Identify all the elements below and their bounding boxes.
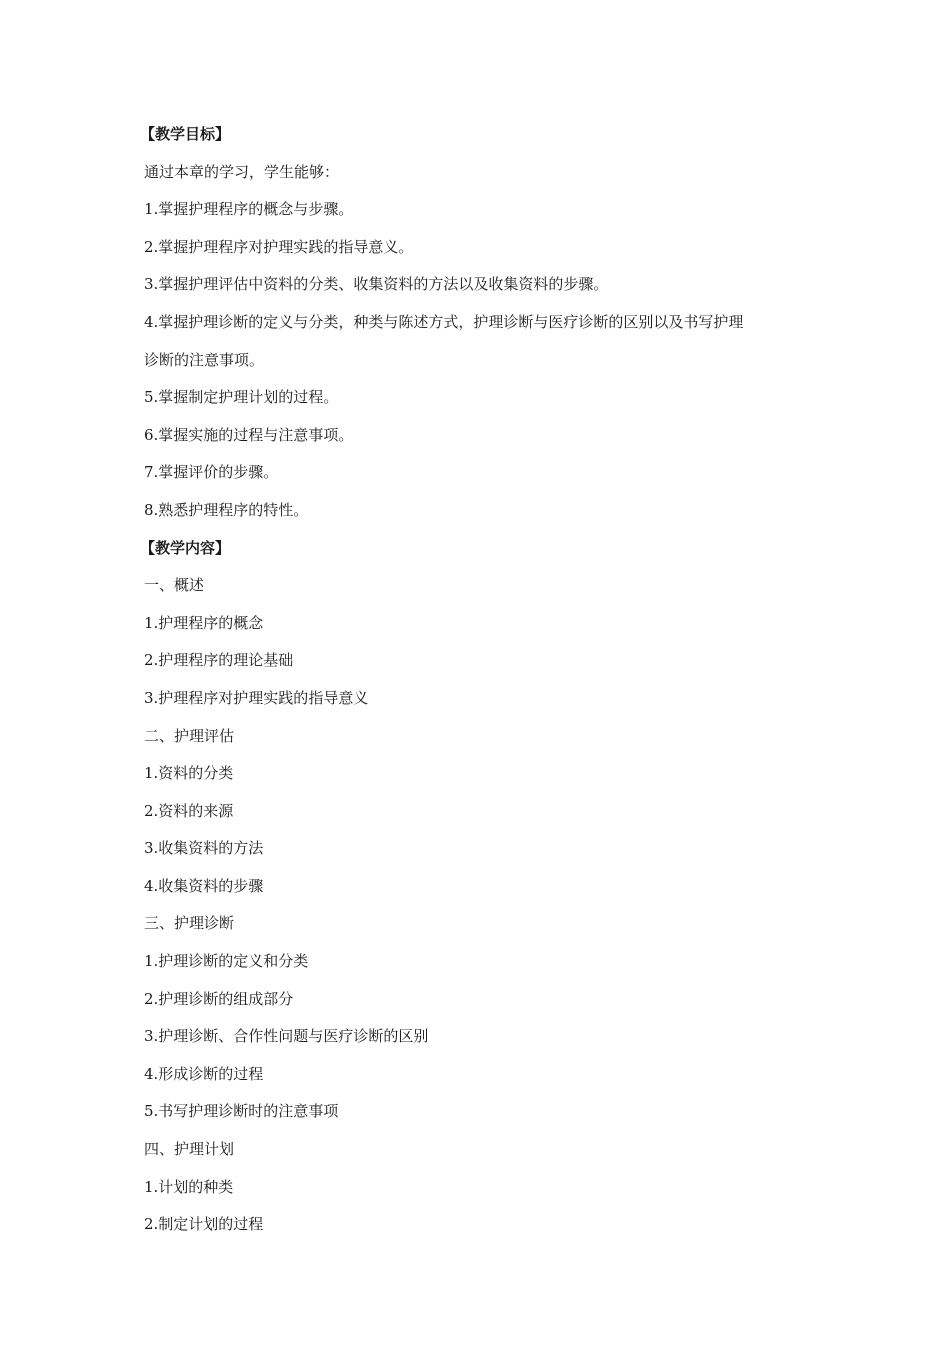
section-item: 1.护理诊断的定义和分类: [144, 952, 309, 971]
section-item: 3.护理诊断、合作性问题与医疗诊断的区别: [144, 1027, 429, 1046]
section-item: 4.收集资料的步骤: [144, 876, 264, 895]
objectives-heading: 【教学目标】: [140, 125, 231, 143]
section-item: 1.资料的分类: [144, 764, 234, 783]
objective-item: 2.掌握护理程序对护理实践的指导意义。: [144, 237, 414, 256]
objective-item: 5.掌握制定护理计划的过程。: [144, 388, 339, 407]
section-item: 3.收集资料的方法: [144, 839, 264, 858]
section-title: 一、概述: [144, 576, 205, 595]
objective-item: 7.掌握评价的步骤。: [144, 463, 279, 482]
section-item: 5.书写护理诊断时的注意事项: [144, 1102, 339, 1121]
section-item: 3.护理程序对护理实践的指导意义: [144, 688, 369, 707]
section-item: 2.护理诊断的组成部分: [144, 989, 294, 1008]
content-heading: 【教学内容】: [140, 538, 231, 557]
section-title: 三、护理诊断: [144, 914, 235, 933]
section-item: 1.计划的种类: [144, 1177, 234, 1196]
objective-item: 3.掌握护理评估中资料的分类、收集资料的方法以及收集资料的步骤。: [144, 275, 609, 294]
objective-item: 8.熟悉护理程序的特性。: [144, 500, 309, 519]
objectives-intro: 通过本章的学习，学生能够：: [144, 162, 340, 181]
objective-item: 1.掌握护理程序的概念与步骤。: [144, 200, 354, 219]
section-item: 2.资料的来源: [144, 801, 234, 820]
document-page: [140, 116, 824, 1244]
section-item: 2.护理程序的理论基础: [144, 651, 294, 670]
section-item: 2.制定计划的过程: [144, 1215, 264, 1234]
section-item: 4.形成诊断的过程: [144, 1064, 264, 1083]
objective-item: 6.掌握实施的过程与注意事项。: [144, 425, 354, 444]
section-title: 四、护理计划: [144, 1140, 235, 1159]
objective-item-continuation: 诊断的注意事项。: [144, 350, 265, 369]
objective-item: 4.掌握护理诊断的定义与分类，种类与陈述方式，护理诊断与医疗诊断的区别以及书写护理: [144, 312, 744, 331]
section-item: 1.护理程序的概念: [144, 613, 264, 632]
section-title: 二、护理评估: [144, 726, 235, 745]
